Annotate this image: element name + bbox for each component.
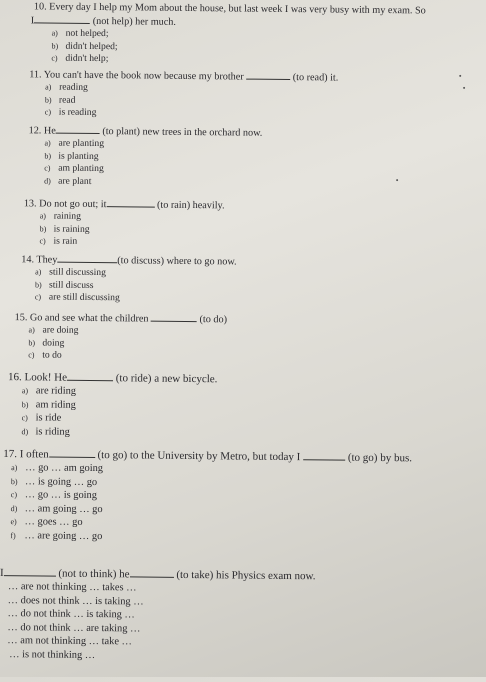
option[interactable]: a) not helped; bbox=[51, 27, 109, 40]
question-13 bbox=[23, 196, 224, 250]
question-16 bbox=[7, 370, 217, 441]
answer-blank[interactable] bbox=[67, 371, 113, 381]
paper-speck bbox=[396, 179, 398, 181]
question-stem: 14. They (to discuss) where to go now. bbox=[21, 254, 237, 268]
option[interactable]: b) am riding bbox=[21, 398, 76, 411]
option[interactable]: b) still discuss bbox=[34, 279, 94, 291]
answer-blank[interactable] bbox=[49, 448, 95, 458]
option[interactable]: c) is reading bbox=[44, 106, 97, 119]
question-10 bbox=[30, 1, 426, 69]
question-stem: 15. Go and see what the children (to do) bbox=[14, 312, 228, 326]
option[interactable]: c) didn't help; bbox=[51, 52, 109, 65]
option[interactable]: b) didn't helped; bbox=[51, 40, 118, 52]
paper-speck bbox=[459, 75, 461, 77]
question-stem: 16. Look! He (to ride) a new bicycle. bbox=[7, 371, 218, 386]
option[interactable]: d) is riding bbox=[21, 426, 70, 438]
question-stem: 12. He (to plant) new trees in the orchard now. bbox=[28, 125, 263, 139]
option[interactable]: … does not think … is taking … bbox=[7, 594, 144, 608]
option[interactable]: a) still discussing bbox=[35, 266, 106, 279]
option[interactable]: c) … go … is going bbox=[10, 489, 98, 502]
answer-blank[interactable] bbox=[4, 566, 56, 577]
option[interactable]: … is not thinking … bbox=[9, 649, 96, 662]
option[interactable]: … are not thinking … takes … bbox=[7, 581, 137, 594]
option[interactable]: a) are doing bbox=[28, 324, 79, 336]
option[interactable]: b) is raining bbox=[39, 223, 90, 235]
option[interactable]: a) are riding bbox=[21, 385, 77, 397]
question-17 bbox=[2, 447, 412, 547]
option[interactable]: c) are still discussing bbox=[34, 291, 120, 304]
option[interactable]: … do not think … is taking … bbox=[7, 608, 135, 621]
option[interactable]: … am not thinking … take … bbox=[7, 635, 133, 648]
option[interactable]: c) am planting bbox=[44, 162, 104, 175]
question-11 bbox=[29, 67, 339, 122]
question-15 bbox=[14, 310, 227, 364]
answer-blank[interactable] bbox=[246, 70, 290, 80]
answer-blank[interactable] bbox=[106, 197, 154, 208]
question-stem: 10. Every day I help my Mom about the house, but last week I was very busy with my exam. So bbox=[33, 1, 426, 17]
option[interactable]: d) are plant bbox=[44, 175, 92, 187]
answer-blank[interactable] bbox=[130, 567, 174, 577]
option[interactable]: d) … am going … go bbox=[10, 503, 103, 515]
option[interactable]: b) read bbox=[44, 94, 76, 106]
question-18 bbox=[0, 566, 316, 665]
question-stem: 11. You can't have the book now because my brother (to read) it. bbox=[29, 69, 339, 84]
option[interactable]: b) is planting bbox=[44, 150, 99, 162]
option[interactable]: f) … are going … go bbox=[10, 530, 103, 543]
option[interactable]: a) raining bbox=[39, 210, 81, 222]
question-stem: I (not help) her much. bbox=[30, 15, 176, 28]
answer-blank[interactable] bbox=[303, 450, 345, 460]
question-stem: 13. Do not go out; it (to rain) heavily. bbox=[23, 198, 225, 212]
answer-blank[interactable] bbox=[57, 253, 117, 264]
question-12 bbox=[28, 123, 262, 190]
option[interactable]: b) doing bbox=[28, 337, 65, 349]
answer-blank[interactable] bbox=[151, 312, 197, 322]
option[interactable]: a) are planting bbox=[44, 137, 105, 150]
option[interactable]: e) … goes … go bbox=[10, 516, 83, 529]
option[interactable]: c) to do bbox=[28, 349, 62, 361]
answer-blank[interactable] bbox=[56, 124, 100, 134]
option[interactable]: c) is ride bbox=[21, 412, 62, 424]
answer-blank[interactable] bbox=[34, 13, 90, 24]
option[interactable]: c) is rain bbox=[39, 235, 78, 248]
paper-speck bbox=[463, 87, 465, 89]
question-stem: I (not to think) he (to take) his Physics exam now. bbox=[0, 567, 316, 583]
option[interactable]: … do not think … are taking … bbox=[7, 621, 141, 635]
option[interactable]: b) … is going … go bbox=[10, 475, 98, 488]
question-14 bbox=[21, 252, 237, 306]
question-stem: 17. I often (to go) to the University by Metro, but today I (to go) by bus. bbox=[3, 448, 413, 465]
option[interactable]: a) reading bbox=[45, 81, 88, 93]
option[interactable]: a) … go … am going bbox=[11, 462, 104, 475]
